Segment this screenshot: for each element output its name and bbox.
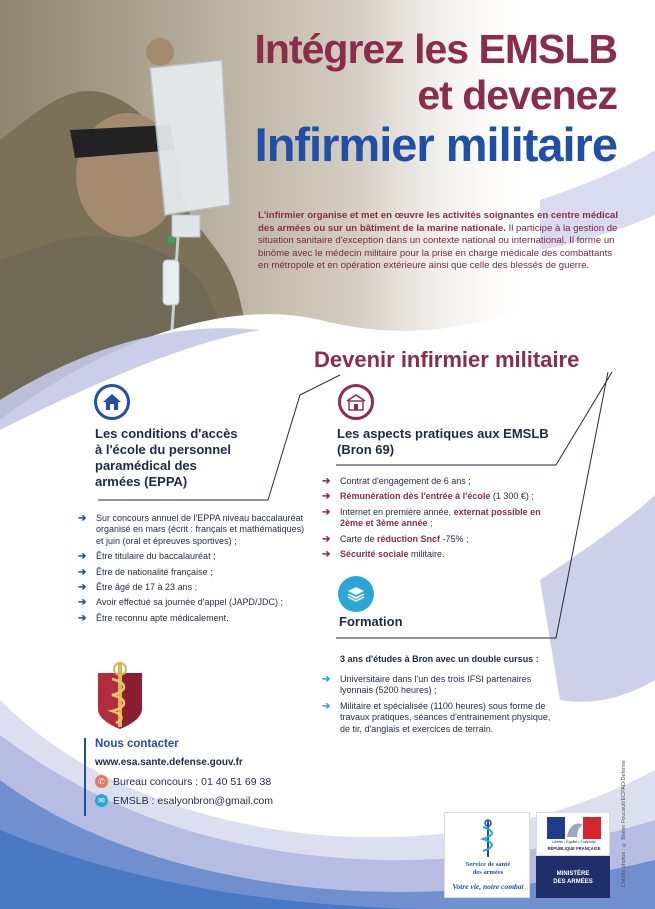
intro-bold: L'infirmier organise et met en œuvre les activités soignantes en centre médical des armées ou sur un bâtiment de la marine nationale. — [258, 210, 619, 234]
poster-title — [255, 26, 617, 172]
ministry-logo — [536, 812, 610, 898]
formation-list — [322, 674, 560, 739]
list-item: ➔ Contrat d'engagement de 6 ans ; — [322, 476, 471, 487]
ssa-logo — [444, 812, 530, 898]
intro-paragraph — [258, 210, 620, 273]
practical-heading-l1: Les aspects pratiques aux EMSLB — [337, 426, 549, 441]
contact-divider — [84, 738, 86, 816]
ministry-line-2: DES ARMÉES — [553, 879, 593, 885]
section-title: Devenir infirmier militaire — [314, 347, 580, 372]
ssa-line-2: des armées — [472, 868, 504, 876]
caduceus-emblem-icon — [94, 659, 146, 731]
rf-line-2: RÉPUBLIQUE FRANÇAISE — [547, 846, 601, 851]
conditions-heading-l1: Les conditions d'accès — [95, 426, 238, 441]
list-item: ➔ Être âgé de 17 à 23 ans ; — [78, 582, 198, 594]
website-link[interactable]: www.esa.sante.defense.gouv.fr — [95, 757, 243, 768]
email-row — [95, 794, 335, 807]
title-line-3: Infirmier militaire — [254, 118, 617, 171]
list-item: ➔ Être reconnu apte médicalement. — [78, 612, 229, 624]
title-line-2: et devenez — [417, 72, 617, 118]
list-item: ➔ Carte de réduction Sncf -75% ; — [322, 533, 469, 545]
house-icon — [94, 384, 130, 420]
intro-rest: Il participe à la gestion de situation sanitaire d'exception dans un contexte national ou international. Il forme un binôme avec le médecin militaire pour la prise en charge médicale des combattants en métropole et en opération extérieure ainsi que celle des blessés de guerre. — [258, 222, 618, 272]
conditions-list — [78, 513, 310, 628]
rf-line-1: Liberté • Égalité • Fraternité — [552, 840, 596, 844]
email-text[interactable]: EMSLB : esalyonbron@gmail.com — [113, 794, 274, 807]
phone-text[interactable]: Bureau concours : 01 40 51 69 38 — [113, 775, 272, 788]
formation-lead: 3 ans d'études à Bron avec un double cursus : — [340, 654, 539, 664]
ministry-line-1: MINISTÈRE — [556, 871, 590, 877]
list-item: ➔ Avoir effectué sa journée d'appel (JAPD/JDC) ; — [78, 597, 283, 609]
layers-icon — [338, 576, 374, 612]
ssa-caduceus-icon — [475, 819, 501, 859]
ssa-line-1: Service de santé — [465, 861, 511, 868]
practical-heading — [337, 426, 567, 458]
list-item: ➔ Sécurité sociale militaire. — [322, 549, 445, 561]
list-item: ➔ Sur concours annuel de l'EPPA niveau baccalauréat organisé en mars (écrit : français et mathématiques) et juin (oral et épreuves sportives) ; — [78, 513, 305, 546]
phone-icon: ✆ — [95, 775, 108, 788]
conditions-heading — [95, 426, 265, 490]
building-icon — [338, 384, 374, 420]
list-item: ➔ Être titulaire du baccalauréat ; — [78, 551, 216, 563]
list-item: ➔ Universitaire dans l'un des trois IFSI partenaires lyonnais (5200 heures) ; — [322, 674, 532, 696]
conditions-heading-l2: à l'école du personnel — [95, 442, 232, 457]
practical-list — [322, 476, 562, 564]
ssa-motto: Votre vie, notre combat — [452, 882, 524, 891]
title-line-1: Intégrez les EMSLB — [254, 26, 617, 72]
conditions-heading-l3: paramédical des — [95, 458, 197, 473]
formation-heading: Formation — [339, 614, 403, 629]
list-item: ➔ Être de nationalité française ; — [78, 566, 213, 578]
list-item: ➔ Militaire et spécialisée (1100 heures) sous forme de travaux pratiques, séances d'entrainement physique, de tir, d'anglais et exercices de terrain. — [322, 700, 551, 734]
email-icon: ✉ — [95, 794, 108, 807]
list-item: ➔ Internet en première année, externat possible en 2ème et 3ème année ; — [322, 506, 541, 529]
photo-credit: Crédits photos : © Blaise Foucault/ECPAD/Defense — [621, 760, 627, 888]
list-item: ➔ Rémunération dès l'entrée à l'école (1 300 €) ; — [322, 491, 534, 503]
phone-row — [95, 775, 335, 788]
marianne-flag-icon — [547, 817, 601, 839]
contact-block — [95, 738, 335, 813]
practical-heading-l2: (Bron 69) — [337, 442, 395, 457]
conditions-heading-l4: armées (EPPA) — [95, 474, 188, 489]
contact-title: Nous contacter — [95, 738, 179, 750]
